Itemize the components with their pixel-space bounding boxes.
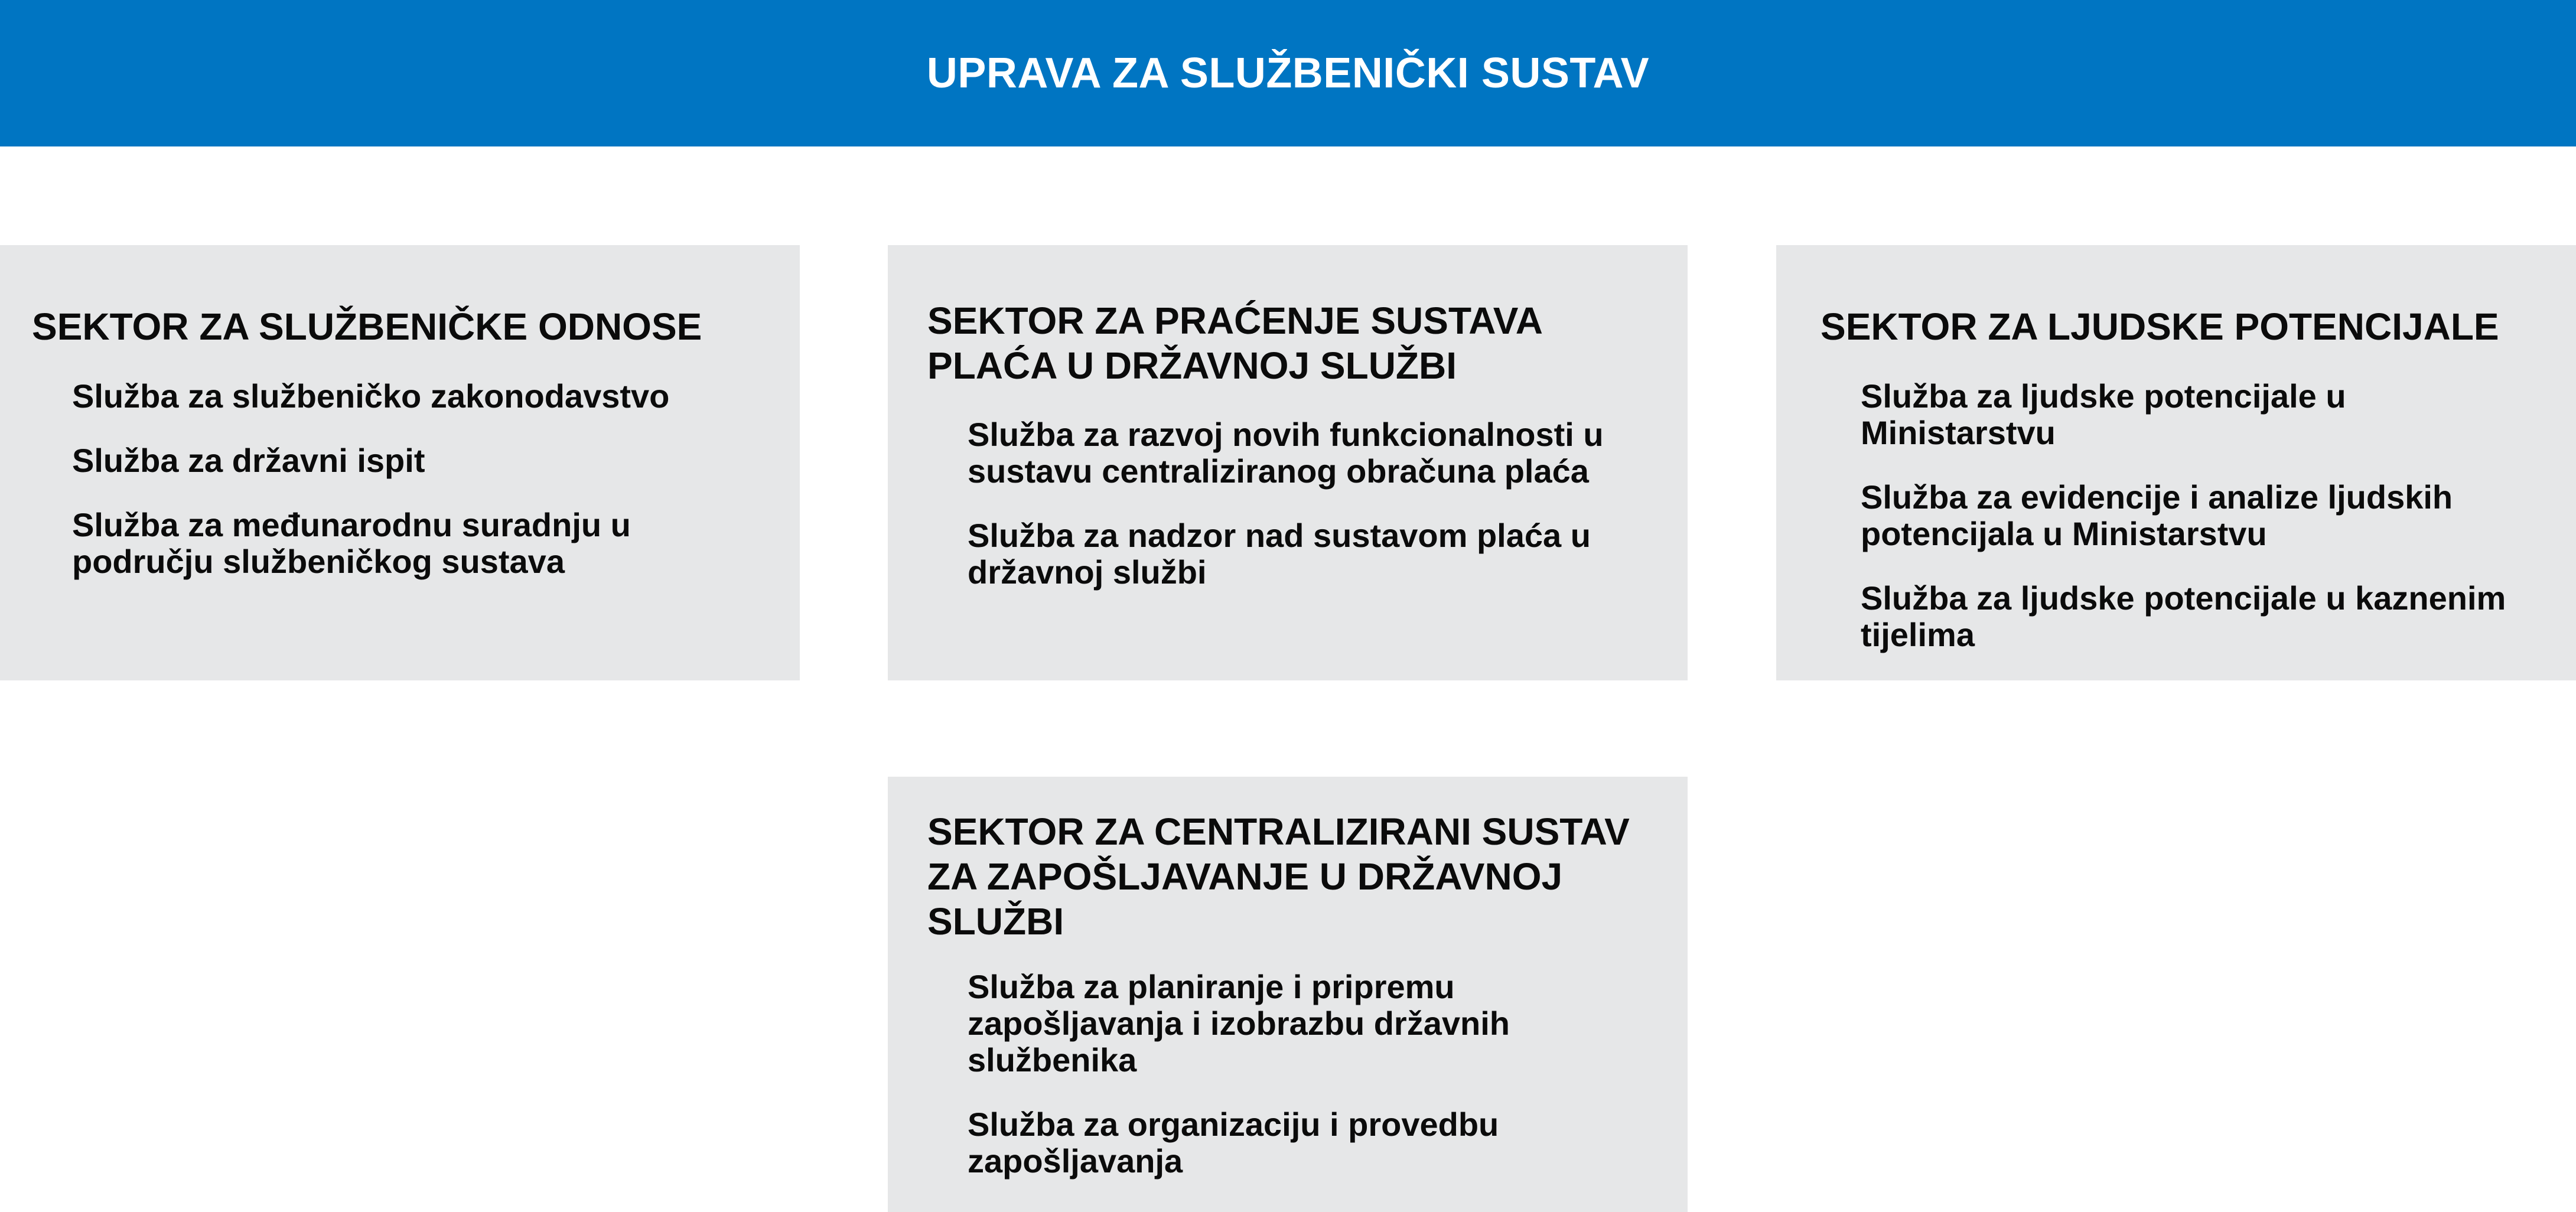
sluzba-item: Služba za službeničko zakonodavstvo	[72, 377, 670, 415]
sektor-box-zaposljavanje	[888, 777, 1688, 1212]
sluzba-item: Služba za evidencije i analize ljudskih potencijala u Ministarstvu	[1861, 478, 2453, 552]
sluzbe-list	[72, 378, 669, 580]
sektor-box-sluzbenicki-odnosi	[0, 245, 800, 680]
sluzba-item: Služba za planiranje i pripremu zapošljavanja i izobrazbu državnih službenika	[968, 968, 1510, 1079]
sluzba-item: Služba za razvoj novih funkcionalnosti u sustavu centraliziranog obračuna plaća	[968, 416, 1604, 490]
sluzbe-list	[1861, 378, 2506, 653]
uprava-title: UPRAVA ZA SLUŽBENIČKI SUSTAV	[926, 50, 1650, 97]
sluzba-item: Služba za međunarodnu suradnju u području službeničkog sustava	[72, 506, 631, 580]
sektor-title: SEKTOR ZA SLUŽBENIČKE ODNOSE	[32, 305, 702, 348]
uprava-header	[0, 0, 2576, 146]
sluzba-item: Služba za ljudske potencijale u Ministarstvu	[1861, 377, 2346, 451]
sluzbe-list	[968, 416, 1604, 591]
sektor-title: SEKTOR ZA PRAĆENJE SUSTAVA PLAĆA U DRŽAVNOJ SLUŽBI	[927, 299, 1543, 387]
sektor-box-ljudski-potencijali	[1776, 245, 2576, 680]
sektor-title: SEKTOR ZA CENTRALIZIRANI SUSTAV ZA ZAPOŠLJAVANJE U DRŽAVNOJ SLUŽBI	[927, 810, 1630, 943]
sluzba-item: Služba za ljudske potencijale u kaznenim tijelima	[1861, 579, 2506, 653]
sluzbe-list	[968, 969, 1510, 1180]
sektor-box-sustav-placa	[888, 245, 1688, 680]
sluzba-item: Služba za organizaciju i provedbu zapošljavanja	[968, 1106, 1499, 1180]
sluzba-item: Služba za državni ispit	[72, 442, 425, 479]
sluzba-item: Služba za nadzor nad sustavom plaća u državnoj službi	[968, 517, 1591, 591]
sektor-title: SEKTOR ZA LJUDSKE POTENCIJALE	[1821, 305, 2499, 348]
